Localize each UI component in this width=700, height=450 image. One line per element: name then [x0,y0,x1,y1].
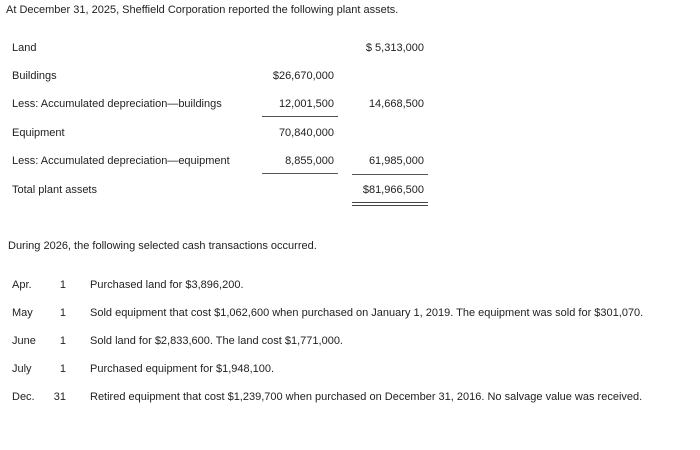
acc-dep-buildings-total: 14,668,500 [368,98,424,110]
subtotal-underline [352,174,428,175]
land-total: $ 5,313,000 [365,42,424,54]
transaction-day: 1 [59,279,66,291]
transaction-month: May [12,307,33,319]
transaction-day: 1 [59,307,66,319]
transaction-month: Dec. [12,391,35,403]
buildings-amount: $26,670,000 [272,70,334,82]
transaction-text: Sold land for $2,833,600. The land cost $1,771,000. [90,335,343,347]
equipment-underline [262,173,338,174]
total-double-underline-bottom [352,205,428,206]
acc-dep-buildings-amount: 12,001,500 [278,98,334,110]
transaction-text: Purchased land for $3,896,200. [90,279,244,291]
equipment-amount: 70,840,000 [278,127,334,139]
total-amount: $81,966,500 [362,184,424,196]
total-label: Total plant assets [12,184,97,196]
transaction-text: Sold equipment that cost $1,062,600 when purchased on January 1, 2019. The equipment was sold for $301,070. [90,307,644,319]
acc-dep-buildings-label: Less: Accumulated depreciation—buildings [12,98,222,110]
transaction-day: 1 [59,335,66,347]
transaction-day: 1 [59,363,66,375]
transaction-month: June [12,335,36,347]
equipment-label: Equipment [12,127,65,139]
total-double-underline-top [352,202,428,203]
intro-text: At December 31, 2025, Sheffield Corporation reported the following plant assets. [6,4,399,16]
acc-dep-equipment-total: 61,985,000 [368,155,424,167]
buildings-underline [262,116,338,117]
transactions-intro: During 2026, the following selected cash transactions occurred. [8,240,317,252]
transaction-month: July [12,363,32,375]
acc-dep-equipment-label: Less: Accumulated depreciation—equipment [12,155,230,167]
acc-dep-equipment-amount: 8,855,000 [285,155,334,167]
transaction-text: Purchased equipment for $1,948,100. [90,363,275,375]
land-label: Land [12,42,37,54]
transaction-day: 31 [53,391,66,403]
transaction-month: Apr. [12,279,32,291]
transaction-text: Retired equipment that cost $1,239,700 when purchased on December 31, 2016. No salvage value was received. [90,391,643,403]
buildings-label: Buildings [12,70,57,82]
